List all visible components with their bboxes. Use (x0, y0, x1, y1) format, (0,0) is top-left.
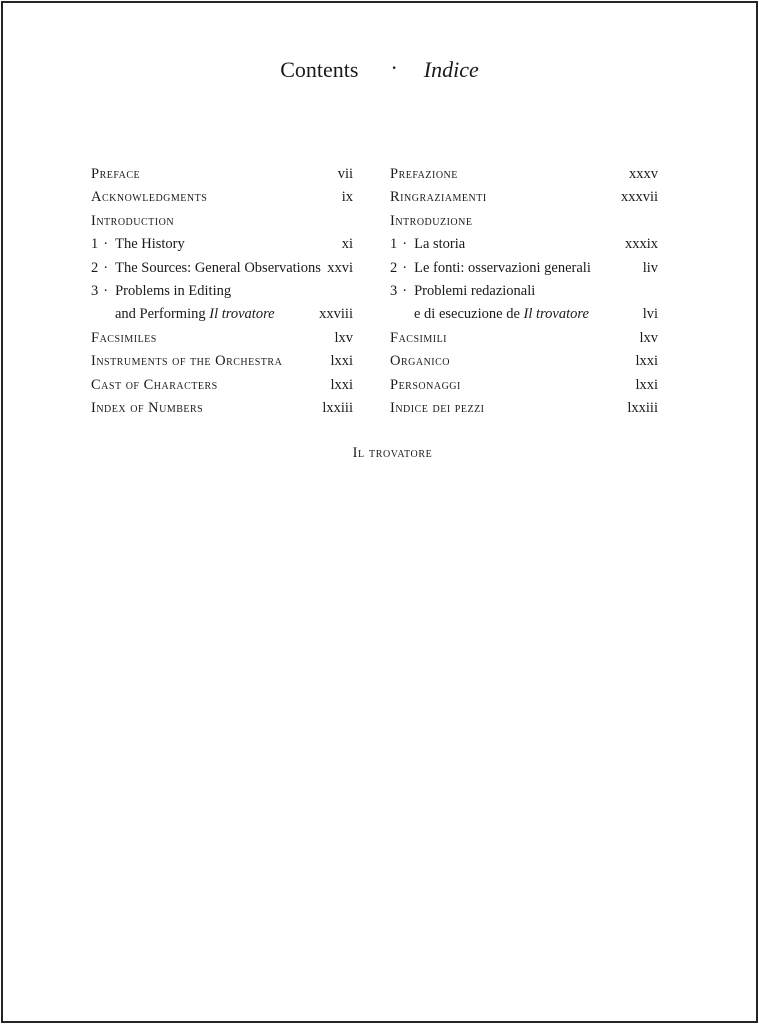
toc-entry-text: Ringraziamenti (390, 189, 487, 206)
toc-entry-label (91, 280, 231, 303)
toc-page-number: xxxvii (620, 189, 658, 206)
toc-entry (91, 397, 353, 420)
toc-entry-number: 2 (91, 259, 99, 276)
table-of-contents (91, 163, 658, 420)
item-dot: · (402, 236, 408, 253)
toc-entry-text: Le fonti: osservazioni generali (414, 259, 591, 276)
toc-entry-label (91, 397, 203, 420)
toc-entry-label (91, 163, 140, 186)
toc-entry-text: Index of Numbers (91, 400, 204, 417)
toc-entry-number: 3 (91, 283, 99, 300)
toc-entry-number: 3 (390, 283, 398, 300)
toc-entry (91, 210, 353, 233)
toc-entry-number: 1 (390, 236, 398, 253)
toc-entry-label (91, 350, 282, 373)
item-dot: · (103, 283, 109, 300)
scan-border (1, 1, 758, 1023)
item-dot: · (402, 283, 408, 300)
toc-page-number: lxxi (330, 353, 353, 370)
item-dot: · (103, 259, 109, 276)
toc-entry-label (390, 210, 472, 233)
toc-entry-text: Introduzione (390, 212, 473, 229)
toc-entry (390, 303, 658, 326)
page-title (0, 56, 759, 84)
toc-entry-label (91, 233, 185, 256)
toc-entry-italic-text: Il trovatore (209, 306, 275, 323)
toc-entry-label (390, 397, 485, 420)
toc-entry (390, 280, 658, 303)
toc-entry-text: The History (115, 236, 185, 253)
toc-entry-text: e di esecuzione de (414, 306, 524, 323)
toc-entry-text: Instruments of the Orchestra (91, 353, 283, 370)
toc-page-number: liv (642, 259, 658, 276)
toc-entry (390, 327, 658, 350)
item-dot: · (103, 236, 109, 253)
title-english: Contents (280, 57, 359, 82)
toc-page-number: lvi (642, 306, 658, 323)
toc-entry-text: Prefazione (390, 166, 458, 182)
toc-entry (91, 350, 353, 373)
toc-entry-italic-text: Il trovatore (523, 306, 589, 323)
toc-entry-text: and Performing (115, 306, 210, 323)
toc-page-number: lxv (639, 329, 658, 346)
toc-page-number: xi (341, 236, 353, 253)
toc-entry-text: Indice dei pezzi (390, 400, 485, 417)
toc-page-number: xxvi (327, 259, 353, 276)
toc-entry (91, 327, 353, 350)
toc-entry (390, 257, 658, 280)
toc-entry (91, 280, 353, 303)
toc-entry (390, 210, 658, 233)
toc-entry (390, 186, 658, 209)
toc-entry (390, 374, 658, 397)
toc-page-number: lxxiii (627, 400, 658, 417)
toc-entry (390, 397, 658, 420)
toc-entry-text: Problemi redazionali (414, 283, 536, 300)
toc-entry (91, 186, 353, 209)
toc-entry-label (91, 257, 321, 280)
toc-entry-text: Organico (390, 353, 451, 370)
toc-entry-label (390, 257, 591, 280)
toc-entry (91, 303, 353, 326)
toc-entry-label (390, 280, 535, 303)
toc-entry-label (390, 303, 589, 326)
toc-page-number: lxxi (330, 376, 353, 393)
toc-entry (390, 163, 658, 186)
toc-page-number: lxxi (635, 376, 658, 393)
toc-page-number: xxviii (319, 306, 353, 323)
toc-column-english (91, 163, 353, 420)
toc-entry-label (390, 327, 447, 350)
toc-entry (91, 257, 353, 280)
toc-entry-label (390, 186, 487, 209)
toc-entry-number: 1 (91, 236, 99, 253)
toc-entry-text: Facsimili (390, 329, 448, 346)
toc-entry-label (390, 163, 458, 186)
toc-page-number: xxxix (624, 236, 658, 253)
toc-entry-text: Introduction (91, 212, 175, 229)
toc-page-number: lxxi (635, 353, 658, 370)
toc-entry-label (390, 374, 461, 397)
toc-entry-label (390, 350, 450, 373)
toc-entry-label (91, 327, 157, 350)
toc-entry-text: Cast of Characters (91, 376, 218, 393)
toc-page-number: vii (337, 166, 353, 182)
toc-entry-text: Problems in Editing (115, 283, 232, 300)
toc-entry-label (390, 233, 465, 256)
toc-entry-label (91, 303, 275, 326)
toc-entry (390, 350, 658, 373)
toc-entry-label (91, 210, 174, 233)
toc-entry-number: 2 (390, 259, 398, 276)
toc-entry-label (91, 374, 218, 397)
toc-entry-text: Personaggi (390, 376, 461, 393)
toc-column-italian (390, 163, 658, 420)
toc-entry-text: The Sources: General Observations (115, 259, 321, 276)
toc-entry (91, 233, 353, 256)
item-dot: · (402, 259, 408, 276)
toc-page-number: ix (341, 189, 353, 206)
toc-page-number: lxv (334, 329, 353, 346)
toc-entry-text: La storia (414, 236, 466, 253)
title-separator-dot: · (390, 55, 398, 80)
toc-page-number: xxxv (629, 166, 658, 182)
toc-entry (91, 163, 353, 186)
toc-entry (390, 233, 658, 256)
toc-entry-text: Facsimiles (91, 329, 157, 346)
section-heading: Il trovatore (352, 445, 433, 461)
toc-entry-label (91, 186, 207, 209)
toc-page-number: lxxiii (322, 400, 353, 417)
toc-entry-text: Preface (91, 166, 141, 182)
toc-entry (91, 374, 353, 397)
toc-entry-text: Acknowledgments (91, 189, 208, 206)
title-italian: Indice (423, 57, 479, 82)
